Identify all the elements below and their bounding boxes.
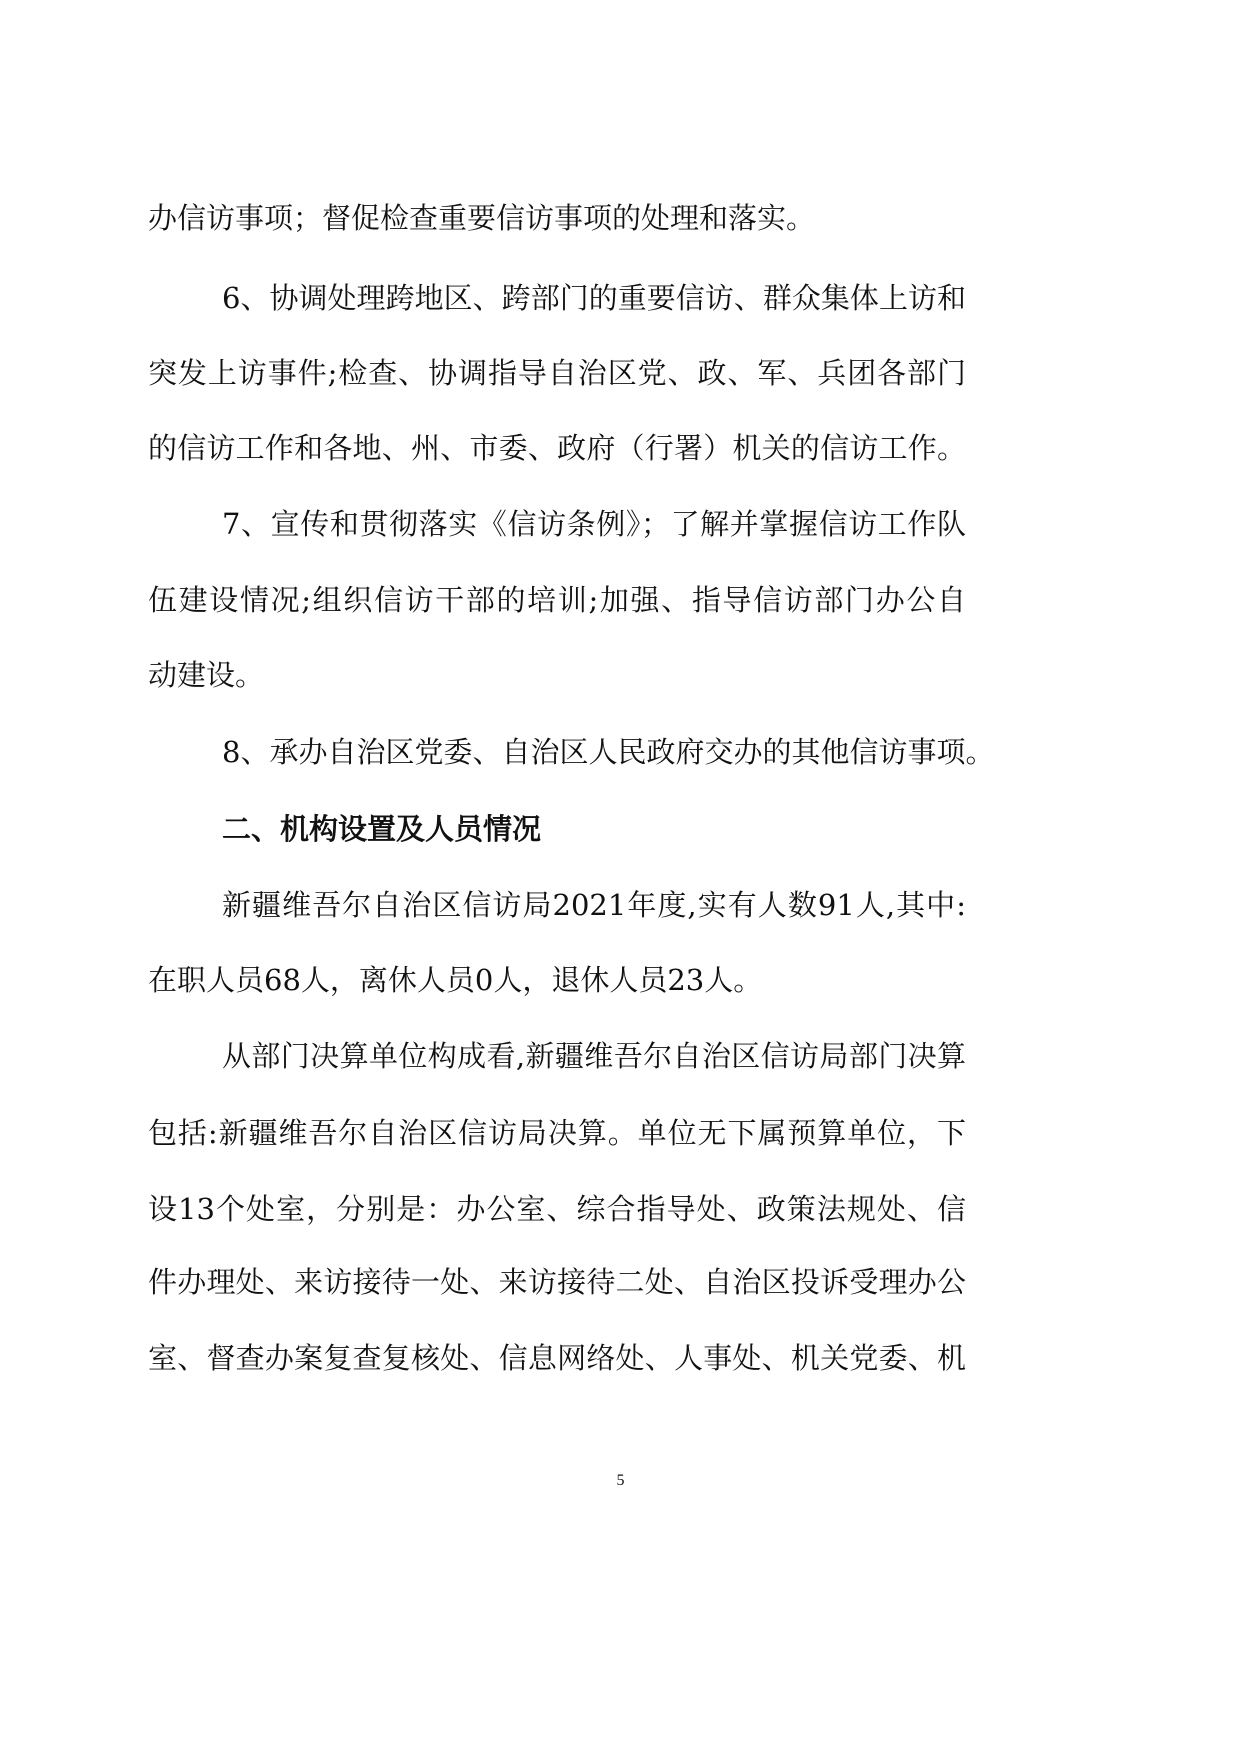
body-text-line: 在职人员68人，离休人员0人，退休人员23人。 <box>148 963 763 997</box>
section-heading: 二、机构设置及人员情况 <box>222 812 542 846</box>
list-item-8: 8、承办自治区党委、自治区人民政府交办的其他信访事项。 <box>222 735 995 769</box>
page-number: 5 <box>616 1472 625 1489</box>
body-text-line: 突发上访事件;检查、协调指导自治区党、政、军、兵团各部门 <box>148 356 966 390</box>
body-text-line: 办信访事项；督促检查重要信访事项的处理和落实。 <box>148 201 816 235</box>
body-text-line: 从部门决算单位构成看,新疆维吾尔自治区信访局部门决算 <box>222 1039 966 1073</box>
body-text-line: 新疆维吾尔自治区信访局2021年度,实有人数91人,其中: <box>222 888 966 922</box>
body-text-line: 包括:新疆维吾尔自治区信访局决算。单位无下属预算单位，下 <box>148 1116 966 1150</box>
body-text-line: 的信访工作和各地、州、市委、政府（行署）机关的信访工作。 <box>148 431 966 465</box>
body-text-line: 件办理处、来访接待一处、来访接待二处、自治区投诉受理办公 <box>148 1265 966 1299</box>
body-text-line: 动建设。 <box>148 658 265 692</box>
list-item-7: 7、宣传和贯彻落实《信访条例》；了解并掌握信访工作队 <box>222 507 966 541</box>
body-text-line: 室、督查办案复查复核处、信息网络处、人事处、机关党委、机 <box>148 1341 966 1375</box>
body-text-line: 设13个处室，分别是：办公室、综合指导处、政策法规处、信 <box>148 1192 966 1226</box>
body-text-line: 伍建设情况;组织信访干部的培训;加强、指导信访部门办公自 <box>148 583 966 617</box>
list-item-6: 6、协调处理跨地区、跨部门的重要信访、群众集体上访和 <box>222 281 966 315</box>
